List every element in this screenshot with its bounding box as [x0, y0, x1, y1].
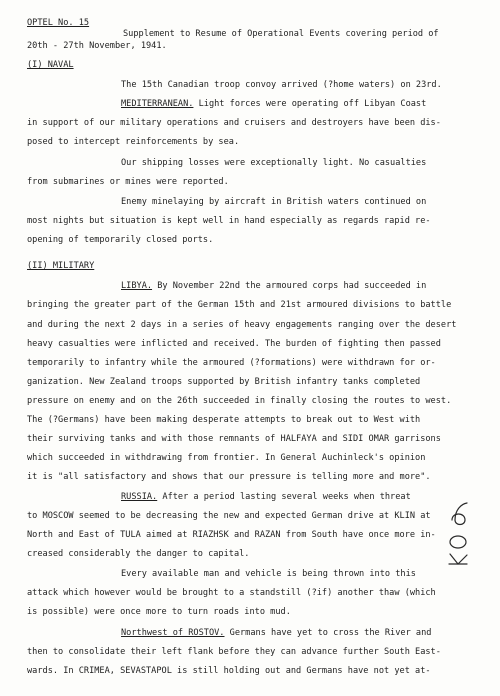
shipping-losses-line: Our shipping losses were exceptionally light. No casualties — [121, 158, 427, 168]
libya-line: and during the next 2 days in a series of heavy engagements ranging over the desert — [27, 320, 457, 330]
attack-line: is possible) were once more to turn roads into mud. — [27, 607, 291, 617]
libya-line: bringing the greater part of the German 15th and 21st armoured divisions to battle — [27, 300, 452, 310]
rostov-line: then to consolidate their left flank before they can advance further South East- — [27, 647, 441, 657]
libya-line: heavy casualties were inflicted and received. The burden of fighting then passed — [27, 339, 441, 349]
russia-line: to MOSCOW seemed to be decreasing the new and expected German drive at KLIN at — [27, 511, 431, 521]
margin-note-drawing — [443, 498, 473, 578]
libya-line: temporarily to infantry while the armoured (?formations) were withdrawn for or- — [27, 358, 436, 368]
libya-line: ganization. New Zealand troops supported by British infantry tanks completed — [27, 377, 421, 387]
minelaying-line: Enemy minelaying by aircraft in British waters continued on — [121, 197, 427, 207]
russia-first-text: After a period lasting several weeks when threat — [157, 492, 411, 502]
libya-first-line — [121, 281, 426, 292]
libya-line: their surviving tanks and with those remnants of HALFAYA and SIDI OMAR garrisons — [27, 434, 441, 444]
naval-heading-text: (I) NAVAL — [27, 60, 74, 70]
libya-heading: LIBYA. — [121, 281, 153, 291]
rostov-heading: Northwest of ROSTOV. — [121, 628, 225, 638]
mediterranean-first-text: Light forces were operating off Libyan Coast — [193, 99, 427, 109]
russia-line: creased considerably the danger to capital. — [27, 549, 250, 559]
rostov-first-text: Germans have yet to cross the River and — [224, 628, 432, 638]
handwritten-margin-note — [443, 498, 473, 578]
libya-line: which succeeded in withdrawing from frontier. In General Auchinleck's opinion — [27, 453, 426, 463]
naval-paragraph-convoy: The 15th Canadian troop convoy arrived (?home waters) on 23rd. — [121, 80, 442, 90]
mediterranean-line: posed to intercept reinforcements by sea. — [27, 137, 240, 147]
section-heading-naval — [27, 60, 74, 71]
libya-line: pressure on enemy and on the 26th succeeded in finally closing the routes to west. — [27, 396, 452, 406]
minelaying-line: opening of temporarily closed ports. — [27, 235, 214, 245]
libya-line: The (?Germans) have been making desperate attempts to break out to West with — [27, 415, 421, 425]
military-heading-text: (II) MILITARY — [27, 261, 95, 271]
libya-first-text: By November 22nd the armoured corps had succeeded in — [152, 281, 427, 291]
document-reference — [27, 18, 89, 29]
russia-first-line — [121, 492, 411, 503]
rostov-line: wards. In CRIMEA, SEVASTAPOL is still holding out and Germans have not yet at- — [27, 666, 431, 676]
minelaying-line: most nights but situation is kept well in hand especially as regards rapid re- — [27, 216, 431, 226]
attack-line: Every available man and vehicle is being thrown into this — [121, 569, 416, 579]
russia-heading: RUSSIA. — [121, 492, 158, 502]
shipping-losses-line: from submarines or mines were reported. — [27, 177, 229, 187]
mediterranean-heading: MEDITERRANEAN. — [121, 99, 194, 109]
section-heading-military — [27, 261, 94, 272]
russia-line: North and East of TULA aimed at RIAZHSK and RAZAN from South have once more in- — [27, 530, 436, 540]
mediterranean-first-line — [121, 99, 426, 110]
reference-text: OPTEL No. 15 — [27, 18, 90, 28]
document-title-line2: 20th - 27th November, 1941. — [27, 41, 167, 51]
attack-line: attack which however would be brought to a standstill (?if) another thaw (which — [27, 588, 436, 598]
document-title-line1: Supplement to Resume of Operational Events covering period of — [123, 29, 439, 39]
libya-line: it is "all satisfactory and shows that our pressure is telling more and more". — [27, 472, 431, 482]
mediterranean-line: in support of our military operations and cruisers and destroyers have been dis- — [27, 118, 441, 128]
rostov-first-line — [121, 628, 431, 639]
